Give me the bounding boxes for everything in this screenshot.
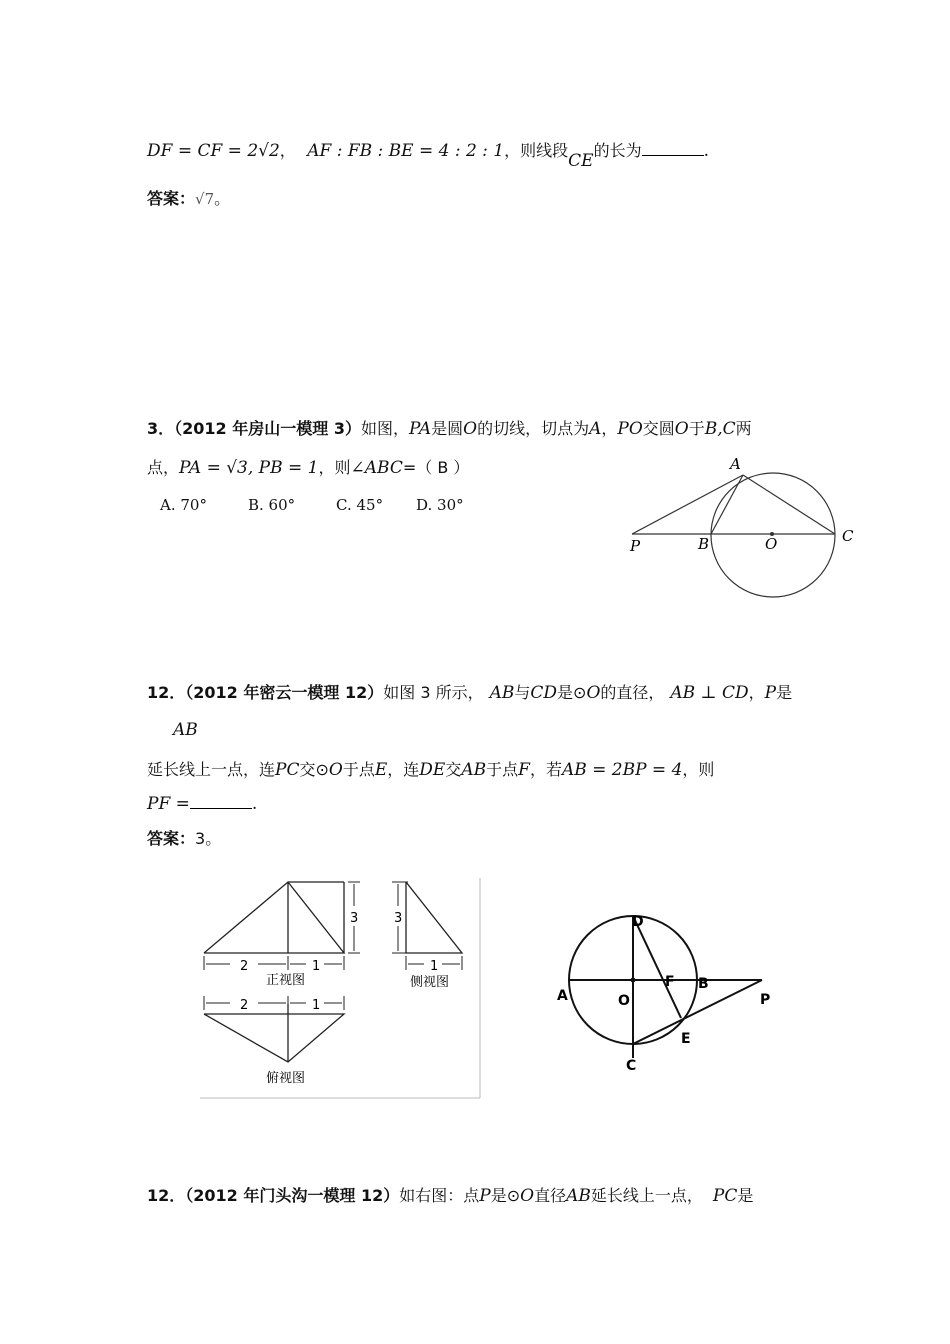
q3-text: 交圆 [642,419,675,438]
q12b-math: AB [566,1186,591,1206]
q12a-label-b: B [698,976,709,992]
q3-label-o: O [765,535,778,553]
top-dim-1: 1 [312,998,321,1013]
q12a-label-d: D [632,914,644,930]
q12a-text: 如图 3 所示， [383,683,484,702]
option-a: A. 70° [160,496,207,514]
top-dim-2: 2 [240,998,249,1013]
q12a-math: AB ⊥ CD [670,683,749,703]
q12a-text: ，则 [682,760,715,779]
q12a-math: F [518,760,530,780]
side-dim-3: 3 [394,911,403,926]
q12a-text: ，若 [529,760,562,779]
q12b-source: （2012 年门头沟一模理 12） [185,1186,400,1205]
q3-label-a: A [730,455,741,473]
prev-answer-line [147,186,230,209]
q3-text: 的切线，切点为 [477,419,590,438]
q12b-text: 如右图：点 [399,1186,480,1205]
prev-text-2: 的长为 [593,141,642,160]
q12a-text: 的直径， [600,683,665,702]
q12a-text: 交⊙ [299,760,329,779]
q12a-math: DE [419,760,446,780]
q3-math: PO [617,419,643,439]
q3-label-p: P [630,537,641,555]
q3-text: 是圆 [431,419,464,438]
q12a-math: CD [530,683,558,703]
top-view [204,1004,344,1062]
q3-figure [620,455,860,595]
q12a-number: 12． [147,683,186,702]
option-c: C. 45° [336,496,384,514]
q12a-math: AB = 2BP = 4 [561,760,683,780]
side-dim-1: 1 [430,959,439,974]
front-dims [204,882,360,970]
q12a-center-dot [631,978,636,983]
q12a-text: ，连 [387,760,420,779]
q3-math: PA = √3, PB = 1 [179,458,319,478]
q3-label-b: B [698,535,710,553]
q3-math: O [463,419,478,439]
q12a-label-p: P [760,992,771,1008]
q3-line-2 [147,455,469,478]
answer-label: 答案： [147,829,196,848]
q12a-math: O [586,683,601,703]
q12a-line-3 [147,757,714,780]
option-d: D. 30° [416,496,464,514]
q12a-text: 交 [445,760,462,779]
q12a-math: PC [275,760,300,780]
q12a-math: E [374,760,388,780]
side-view-label: 侧视图 [410,975,450,990]
front-dim-3: 3 [350,911,359,926]
q12a-line-4 [147,794,257,814]
side-view [406,882,462,953]
prev-math-df-cf: DF = CF = 2√2 [147,141,280,161]
q12a-math: AB [461,760,487,780]
q12a-label-e: E [681,1031,691,1047]
front-dim-2: 2 [240,959,249,974]
front-view-label: 正视图 [266,973,306,988]
top-view-label: 俯视图 [266,1071,306,1086]
q3-text: =（ B ） [402,458,470,477]
q12a-math: PF = [147,794,190,814]
prev-math-ce: CE [568,151,594,171]
q12b-math: PC [712,1186,738,1206]
q12a-source: （2012 年密云一模理 12） [185,683,384,702]
front-dim-1: 1 [312,959,321,974]
option-b: B. 60° [248,496,296,514]
q12a-text: 延长线上一点，连 [147,760,276,779]
top-dims [204,996,344,1010]
q3-math: ∠ABC [350,458,403,478]
q3-number: 3． [147,419,175,438]
q12a-text: ， [748,683,765,702]
q3-line-1 [147,416,752,439]
q12b-number: 12． [147,1186,186,1205]
q12a-label-c: C [626,1058,637,1074]
q3-label-c: C [842,527,854,545]
three-view-figure [198,876,483,1101]
answer-blank [642,141,704,156]
q3-text: 于 [688,419,705,438]
prev-end: . [703,141,709,161]
q12a-text: 于点 [342,760,375,779]
q12b-text: 延长线上一点， [590,1186,703,1205]
q3-options [160,496,464,514]
answer-blank [190,794,252,809]
q3-line-ac [743,475,835,534]
q12a-text: 于点 [486,760,519,779]
q3-text: ， [601,419,618,438]
q12a-line-1 [147,680,792,703]
q12a-label-f: F [665,974,675,990]
q12a-label-o: O [618,993,630,1009]
prev-math-ratio: AF : FB : BE = 4 : 2 : 1 [307,141,505,161]
q12a-math: AB [173,720,198,740]
q12a-math: AB [489,683,515,703]
q3-math: O [674,419,689,439]
q3-math: PA [408,419,432,439]
q12a-line-2 [173,720,198,740]
q12b-math: P [479,1186,491,1206]
answer-value: 3。 [195,829,222,848]
q3-text: 点， [147,458,180,477]
q12a-math: O [328,760,343,780]
answer-end: 。 [214,189,231,208]
q12b-text: 是 [737,1186,754,1205]
prev-text-1: ，则线段 [504,141,569,160]
q3-math: B,C [704,419,736,439]
q3-source: （2012 年房山一模理 3） [174,419,361,438]
q3-text: 两 [735,419,752,438]
answer-label: 答案： [147,189,196,208]
q12a-answer-line [147,826,221,849]
q3-math: A [589,419,602,439]
q12b-text: 是⊙ [490,1186,521,1205]
q12a-text: 是⊙ [557,683,587,702]
q12a-math: P [764,683,777,703]
prev-condition-line: DF = CF = 2√2， AF : FB : BE = 4 : 2 : 1，则线段CE的长为 . [147,141,709,171]
q12b-text: 直径 [534,1186,567,1205]
q12a-text: 是 [776,683,793,702]
q12b-line-1 [147,1183,753,1206]
q3-text: 如图， [360,419,409,438]
answer-value: √7 [195,190,215,208]
q12a-circle-figure [552,910,792,1090]
side-dims [392,882,462,970]
front-view [204,882,344,953]
q12a-end: . [251,794,258,814]
q12b-math: O [520,1186,535,1206]
q3-text: ，则 [318,458,351,477]
q12a-text: 与 [514,683,531,702]
q12a-label-a: A [557,988,568,1004]
